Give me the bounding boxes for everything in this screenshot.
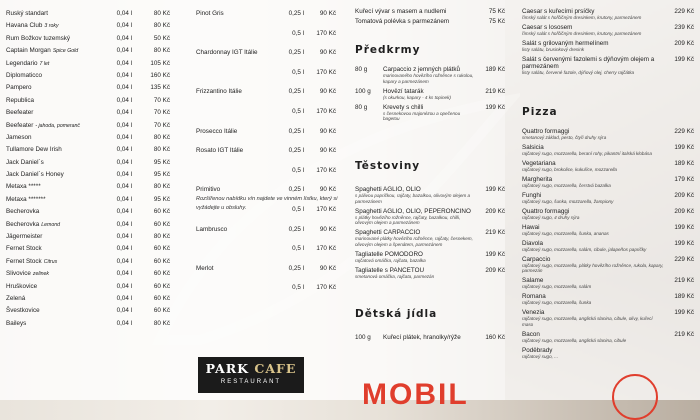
spirit-item-volume: 0,04 l xyxy=(116,195,132,203)
wine-item-price: 90 Kč xyxy=(319,88,336,96)
starter-item-description: s česnekovou majonézou a opečenou bagetou xyxy=(383,110,461,122)
pizza-list xyxy=(522,128,694,363)
spirit-item xyxy=(6,8,174,20)
spirit-item xyxy=(6,281,174,293)
pizza-item-description: rajčatový sugo, šunka, mozzarella, žampiony xyxy=(522,198,614,204)
spirit-item-price: 70 Kč xyxy=(153,96,170,104)
spirit-item-note: - jahoda, pomeranč xyxy=(35,122,81,129)
pizza-item xyxy=(522,208,694,221)
pasta-item-title: Tagliatelle s PANCETOU xyxy=(355,266,425,274)
pizza-item-description: rajčatový sugo, brokolice, kukuřice, mozzarella xyxy=(522,166,617,172)
spirit-item-volume: 0,04 l xyxy=(116,158,132,166)
spirit-item-price: 50 Kč xyxy=(153,34,170,42)
spirit-item-name: Metaxa ***** xyxy=(6,183,41,191)
pasta-item-price: 219 Kč xyxy=(485,229,505,237)
pizza-item-description: rajčatový sugo, mozzarella, šunka xyxy=(522,300,592,306)
spirit-item-note: Spice Gold xyxy=(52,48,79,55)
pizza-item-title: Quattro formaggi xyxy=(522,128,570,135)
pizza-item-title: Diavola xyxy=(522,239,543,247)
spirit-item-name: Beefeater - jahoda, pomeranč xyxy=(6,121,81,129)
kids-item xyxy=(355,334,505,341)
park-cafe-logo xyxy=(198,357,304,393)
starter-item-price: 189 Kč xyxy=(485,66,505,73)
pizza-item-price: 209 Kč xyxy=(674,191,694,199)
spirit-item-volume: 0,04 l xyxy=(116,282,132,290)
pasta-item xyxy=(355,229,505,247)
spirit-item-price: 95 Kč xyxy=(153,195,170,203)
spirit-item-price: 80 Kč xyxy=(153,133,170,141)
spirit-item xyxy=(6,157,174,169)
wine-item-price: 90 Kč xyxy=(319,10,336,17)
spirit-item xyxy=(6,169,174,181)
pizza-item-description: rajčatový sugo, mozzarella, čerstvá bazalka xyxy=(522,182,611,188)
salad-item-description: listy salátu, brusinkový dresink xyxy=(522,46,585,52)
spirit-item xyxy=(6,206,174,218)
spirit-item-price: 105 Kč xyxy=(150,59,170,67)
spirit-item-price: 70 Kč xyxy=(153,109,170,117)
wine-item-volume: 0,5 l xyxy=(292,29,304,37)
soups-list xyxy=(355,8,505,29)
pizza-item xyxy=(522,128,694,141)
spirit-item-volume: 0,04 l xyxy=(116,245,132,253)
pizza-item-price: 179 Kč xyxy=(674,175,694,183)
salad-item-description: římský salát s hořčičným dresinkem, krutony, parmezánem xyxy=(522,15,642,20)
section-title-kids: Dětská jídla xyxy=(355,308,438,320)
wine-item-price: 90 Kč xyxy=(319,147,336,155)
globe-icon xyxy=(612,374,658,420)
salad-item xyxy=(522,8,694,21)
soup-item xyxy=(355,18,505,25)
pasta-item-description: s pálivou papričkou, rajčaty, bazalkou, olivovým olejem a parmezánem xyxy=(355,193,471,204)
wine-note: Rozšířenou nabídku vín najdete ve vinném lístku, který si vyžádejte u obsluhy. xyxy=(196,196,338,211)
spirit-item-price: 60 Kč xyxy=(153,220,170,228)
wine-item-volume: 0,5 l xyxy=(292,107,304,115)
pasta-item-title: Spaghetti AGLIO, OLIO xyxy=(355,186,421,193)
spirit-item xyxy=(6,144,174,156)
pasta-item xyxy=(355,251,505,264)
pasta-item-title: Spaghetti AGLIO, OLIO, PEPERONCINO xyxy=(355,207,471,215)
wine-item-name: Primitivo xyxy=(196,186,221,194)
pizza-item xyxy=(522,309,694,327)
pizza-item xyxy=(522,256,694,274)
spirit-item xyxy=(6,219,174,231)
wine-item xyxy=(196,165,336,185)
spirit-item-price: 80 Kč xyxy=(153,22,170,30)
spirit-item-note: Lemond xyxy=(41,221,61,228)
pizza-item xyxy=(522,331,694,344)
starter-item-description: (s okurkou, kapary - 4 ks topinek) xyxy=(383,94,451,100)
spirit-item xyxy=(6,58,174,70)
spirit-item-name: Jameson xyxy=(6,133,32,141)
wine-item-volume: 0,5 l xyxy=(292,205,304,213)
spirit-item xyxy=(6,82,174,94)
pizza-item-description: rajčatový sugo, mozzarella, anglická slanina, cibule xyxy=(522,338,627,343)
pizza-item xyxy=(522,144,694,157)
pizza-item-price: 229 Kč xyxy=(674,255,694,263)
soup-item-price: 75 Kč xyxy=(488,8,505,15)
pizza-item xyxy=(522,347,694,360)
pizza-item-price: 219 Kč xyxy=(674,277,694,285)
salad-item-description: římský salát s hořčičným dresinkem, krutony, parmezánem xyxy=(522,30,642,36)
spirit-item-name: Zelená xyxy=(6,294,26,302)
pizza-item-title: Vegetariana xyxy=(522,159,556,167)
spirit-item xyxy=(6,95,174,107)
pizza-item-description: rajčatový sugo, mozzarella, šunka, ananas xyxy=(522,230,609,236)
wine-item xyxy=(196,47,336,67)
pasta-item-price: 199 Kč xyxy=(485,250,505,258)
spirit-item-volume: 0,04 l xyxy=(116,47,132,55)
salad-item-description: listy salátu, červené fazole, dýňový olej, cherry rajčátka xyxy=(522,69,635,75)
spirit-item-volume: 0,04 l xyxy=(116,84,132,92)
starter-item xyxy=(355,66,505,84)
spirit-item-name: Beefeater xyxy=(6,109,34,117)
wine-item-price: 170 Kč xyxy=(316,107,336,115)
wine-item-price: 90 Kč xyxy=(319,186,336,194)
spirit-item-note: Citrus xyxy=(43,258,58,265)
pizza-item-description: rajčatový sugo, mozzarella, anglická slanina, cibule, olivy, kuřecí maso xyxy=(522,316,653,328)
spirit-item-price: 60 Kč xyxy=(153,257,170,265)
spirit-item-name: Rum Božkov tuzemský xyxy=(6,34,71,42)
salad-item xyxy=(522,24,694,37)
wine-item-name: Pinot Gris xyxy=(196,10,224,17)
spirit-item-volume: 0,04 l xyxy=(116,109,132,117)
pizza-item-title: Venezia xyxy=(522,309,545,317)
spirit-item-name: Ruský standart xyxy=(6,10,48,17)
salad-item-title: Caesar s lososem xyxy=(522,23,573,31)
salad-item xyxy=(522,40,694,53)
pasta-item xyxy=(355,208,505,226)
wine-item-price: 170 Kč xyxy=(316,166,336,174)
wine-item-price: 170 Kč xyxy=(316,205,336,213)
spirit-item xyxy=(6,120,174,132)
spirit-item-volume: 0,04 l xyxy=(116,208,132,216)
wine-item-name: Merlot xyxy=(196,264,214,272)
spirit-item-volume: 0,04 l xyxy=(116,233,132,241)
wine-item-name: Prosecco Itálie xyxy=(196,127,238,135)
logo-park: PARK xyxy=(205,361,250,376)
soup-item xyxy=(355,8,505,15)
spirit-item xyxy=(6,20,174,32)
soup-item-price: 75 Kč xyxy=(488,18,505,26)
spirit-item xyxy=(6,243,174,255)
spirit-item xyxy=(6,305,174,317)
spirit-item-volume: 0,04 l xyxy=(116,71,132,79)
pasta-item-price: 209 Kč xyxy=(485,266,505,274)
spirit-item-name: Metaxa ******* xyxy=(6,195,46,203)
spirit-item-name: Jägermeister xyxy=(6,233,43,241)
pasta-item-description: rajčatová omáčka, rajčata, bazalka xyxy=(355,257,426,263)
spirit-item-name: Pampero xyxy=(6,84,32,92)
spirit-item-volume: 0,04 l xyxy=(116,10,132,17)
starter-item-title: Carpaccio z jemných plátků xyxy=(383,66,460,73)
pizza-item-title: Margherita xyxy=(522,175,553,183)
pizza-item xyxy=(522,160,694,173)
spirit-item-volume: 0,04 l xyxy=(116,294,132,302)
pizza-item-description: smetanový základ, pesto, čtyři druhy sýra xyxy=(522,135,607,140)
spirit-item xyxy=(6,107,174,119)
wine-item-price: 170 Kč xyxy=(316,245,336,253)
spirit-item-name: Jack Daniel´s Honey xyxy=(6,171,64,179)
spirit-item-price: 80 Kč xyxy=(153,47,170,55)
salad-item-price: 199 Kč xyxy=(674,55,694,63)
spirit-item xyxy=(6,256,174,268)
section-title-pizza: Pizza xyxy=(522,106,558,118)
spirit-item-volume: 0,04 l xyxy=(116,121,132,129)
wine-item xyxy=(196,282,336,302)
spirit-item-name: Becherovka Lemond xyxy=(6,220,61,228)
wine-item-volume: 0,25 l xyxy=(288,127,304,135)
wine-item xyxy=(196,67,336,87)
spirit-item-name: Captain Morgan Spice Gold xyxy=(6,47,79,55)
wine-item-volume: 0,25 l xyxy=(288,186,304,194)
wine-item-volume: 0,5 l xyxy=(292,68,304,76)
pizza-item-title: Funghi xyxy=(522,191,542,199)
kids-item-weight: 100 g xyxy=(355,334,371,341)
starter-item xyxy=(355,88,505,101)
spirit-item-name: Švestkovice xyxy=(6,307,40,315)
pasta-item-title: Tagliatelle POMODORO xyxy=(355,250,423,258)
wine-item xyxy=(196,28,336,48)
pasta-list xyxy=(355,186,505,283)
spirit-item xyxy=(6,70,174,82)
wine-item xyxy=(196,8,336,28)
pizza-item-price: 189 Kč xyxy=(674,293,694,301)
salad-item-price: 239 Kč xyxy=(674,23,694,31)
pizza-item-description: rajčatový sugo, ... xyxy=(522,353,559,359)
salad-item-title: Caesar s kuřecími prsíčky xyxy=(522,8,595,15)
spirit-item-price: 60 Kč xyxy=(153,208,170,216)
spirit-item-price: 60 Kč xyxy=(153,245,170,253)
spirit-item-volume: 0,04 l xyxy=(116,270,132,278)
pizza-item xyxy=(522,192,694,205)
wine-item-volume: 0,25 l xyxy=(288,147,304,155)
pasta-item xyxy=(355,267,505,280)
pizza-item-description: rajčatový sugo, mozzarella, salám xyxy=(522,284,592,290)
logo-cafe: CAFE xyxy=(254,361,297,376)
pizza-item-title: Salame xyxy=(522,277,544,285)
wine-item xyxy=(196,145,336,165)
pizza-item-description: rajčatový sugo, mozzarella, salám, cibule, jalapeños papričky xyxy=(522,246,647,252)
wine-item-name: Frizzantino Itálie xyxy=(196,88,242,96)
pizza-item-title: Romana xyxy=(522,293,546,301)
section-title-pasta: Těstoviny xyxy=(355,160,421,172)
section-title-starters: Předkrmy xyxy=(355,44,421,56)
wine-item xyxy=(196,224,336,244)
wine-item-name: Lambrusco xyxy=(196,225,228,233)
spirit-item xyxy=(6,318,174,330)
wine-item-name: Rosato IGT Itálie xyxy=(196,147,244,155)
spirit-item-price: 160 Kč xyxy=(150,71,170,79)
spirit-item-name: Hruškovice xyxy=(6,282,38,290)
starter-item-weight: 100 g xyxy=(355,87,371,95)
pizza-item-title: Salsicia xyxy=(522,143,544,151)
spirit-item xyxy=(6,231,174,243)
soup-item-title: Kuřecí vývar s masem a nudlemi xyxy=(355,8,447,15)
starter-item-title: Hovězí tatarák xyxy=(383,87,424,95)
kids-item-price: 160 Kč xyxy=(485,334,505,341)
spirit-item-price: 80 Kč xyxy=(153,319,170,327)
pizza-item-title: Hawai xyxy=(522,223,540,231)
pizza-item-price: 189 Kč xyxy=(674,159,694,167)
logo-restaurant: RESTAURANT xyxy=(220,379,282,385)
pizza-item-price: 219 Kč xyxy=(674,331,694,338)
spirit-item-volume: 0,04 l xyxy=(116,59,132,67)
spirit-item-volume: 0,04 l xyxy=(116,319,132,327)
wine-item xyxy=(196,106,336,126)
spirit-item-volume: 0,04 l xyxy=(116,22,132,30)
pizza-item-price: 199 Kč xyxy=(674,223,694,231)
spirit-item-volume: 0,04 l xyxy=(116,183,132,191)
spirit-item-name: Fernet Stock xyxy=(6,245,42,253)
starter-item xyxy=(355,104,505,122)
wine-item-volume: 0,25 l xyxy=(288,264,304,272)
pizza-item-description: rajčatový sugo, 4 druhy sýra xyxy=(522,214,580,220)
pizza-item-title: Carpaccio xyxy=(522,255,551,263)
spirit-item xyxy=(6,45,174,57)
pizza-item xyxy=(522,293,694,306)
wine-item-volume: 0,5 l xyxy=(292,166,304,174)
spirits-list xyxy=(6,8,174,330)
pizza-item-title: Poděbrady xyxy=(522,346,553,354)
soup-item-title: Tomatová polévka s parmezánem xyxy=(355,18,450,26)
spirit-item-name: Jack Daniel´s xyxy=(6,158,44,166)
sponsor-logo-text: MOBIL xyxy=(362,378,469,411)
starter-item-price: 219 Kč xyxy=(485,87,505,95)
wine-item-price: 90 Kč xyxy=(319,225,336,233)
spirit-item-name: Baileys xyxy=(6,319,27,327)
spirit-item-name: Legendario 7 let xyxy=(6,59,50,67)
salad-item-price: 229 Kč xyxy=(674,8,694,15)
kids-item-title: Kuřecí plátek, hranolky/rýže xyxy=(383,334,461,341)
salad-item-title: Salát s červenými fazolemi s dýňovým olejem a parmezánem xyxy=(522,55,655,70)
pizza-item-price: 229 Kč xyxy=(674,128,694,135)
spirit-item-volume: 0,04 l xyxy=(116,220,132,228)
wine-item-volume: 0,25 l xyxy=(288,49,304,57)
pasta-item-price: 209 Kč xyxy=(485,207,505,215)
wine-item-price: 170 Kč xyxy=(316,68,336,76)
wine-item-volume: 0,25 l xyxy=(288,88,304,96)
spirit-item-volume: 0,04 l xyxy=(116,34,132,42)
spirit-item-volume: 0,04 l xyxy=(116,307,132,315)
spirit-item-price: 95 Kč xyxy=(153,171,170,179)
salad-item xyxy=(522,56,694,76)
starter-item-weight: 80 g xyxy=(355,66,368,73)
wine-item-volume: 0,5 l xyxy=(292,284,304,292)
pizza-item-price: 199 Kč xyxy=(674,143,694,151)
spirit-item xyxy=(6,132,174,144)
spirit-item-name: Republica xyxy=(6,96,35,104)
spirit-item-price: 80 Kč xyxy=(153,146,170,154)
salad-item-price: 209 Kč xyxy=(674,39,694,47)
spirit-item-volume: 0,04 l xyxy=(116,171,132,179)
pasta-item-description: marinované plátky hovězího rožněnce, rajčaty, česnekem, olivovým olejem a špenátem, parmezánem xyxy=(355,236,473,247)
pizza-item xyxy=(522,224,694,237)
spirit-item-volume: 0,04 l xyxy=(116,146,132,154)
spirit-item-price: 60 Kč xyxy=(153,307,170,315)
spirit-item-price: 95 Kč xyxy=(153,158,170,166)
wine-item-volume: 0,25 l xyxy=(288,10,304,17)
pasta-item-description: smetanová omáčka, rajčata, parmezán xyxy=(355,273,435,279)
wine-item-price: 90 Kč xyxy=(319,127,336,135)
spirit-item-name: Slivovice zelinek xyxy=(6,270,50,278)
pizza-item xyxy=(522,240,694,253)
pizza-item-title: Quattro formaggi xyxy=(522,207,570,215)
starter-item-title: Krevety s chilli xyxy=(383,103,424,111)
spirit-item-price: 70 Kč xyxy=(153,121,170,129)
wine-item xyxy=(196,263,336,283)
spirit-item-price: 60 Kč xyxy=(153,282,170,290)
pizza-item-description: rajčatový sugo, mozzarella, plátky hovězího rožněnce, rukola, kapary, parmezán xyxy=(522,262,664,274)
wine-item-volume: 0,5 l xyxy=(292,245,304,253)
pasta-item-price: 199 Kč xyxy=(485,186,505,193)
spirit-item xyxy=(6,181,174,193)
pizza-item-price: 199 Kč xyxy=(674,309,694,317)
spirit-item-name: Fernet Stock Citrus xyxy=(6,257,58,265)
spirit-item-name: Havana Club 3 roky xyxy=(6,22,59,30)
spirit-item xyxy=(6,268,174,280)
spirit-item-price: 135 Kč xyxy=(150,84,170,92)
wine-item xyxy=(196,126,336,146)
pizza-item xyxy=(522,176,694,189)
pasta-item xyxy=(355,186,505,204)
wine-item xyxy=(196,86,336,106)
spirit-item-volume: 0,04 l xyxy=(116,133,132,141)
pizza-item-price: 199 Kč xyxy=(674,239,694,247)
spirit-item-note: zelinek xyxy=(32,271,50,278)
spirit-item-name: Tullamore Dew Irish xyxy=(6,146,62,154)
spirit-item-name: Becherovka xyxy=(6,208,40,216)
spirit-item xyxy=(6,293,174,305)
spirit-item xyxy=(6,194,174,206)
pizza-item-price: 209 Kč xyxy=(674,207,694,215)
wine-item xyxy=(196,243,336,263)
starter-item-description: marinovaného hovězího rožněnce s rukolou, kapary a parmezánem xyxy=(383,73,474,84)
pizza-item xyxy=(522,277,694,290)
spirit-item-price: 80 Kč xyxy=(153,183,170,191)
pizza-item-description: rajčatový sugo, mozzarella, beraní rohy, pikantní italská klobása xyxy=(522,150,652,156)
wine-item-price: 90 Kč xyxy=(319,49,336,57)
salads-list xyxy=(522,8,694,79)
wine-item-price: 90 Kč xyxy=(319,264,336,272)
spirit-item xyxy=(6,33,174,45)
spirit-item-volume: 0,04 l xyxy=(116,257,132,265)
starters-list xyxy=(355,66,505,125)
wine-item-name: Chardonnay IGT Itálie xyxy=(196,49,258,57)
pasta-item-title: Spaghetti CARPACCIO xyxy=(355,229,421,237)
wine-list xyxy=(196,8,336,302)
spirit-item-price: 80 Kč xyxy=(153,233,170,241)
spirit-item-price: 80 Kč xyxy=(153,10,170,17)
kids-list xyxy=(355,334,505,344)
salad-item-title: Salát s grilovaným hermelínem xyxy=(522,39,609,47)
wine-item-price: 170 Kč xyxy=(316,29,336,37)
pizza-item-title: Bacon xyxy=(522,331,540,338)
spirit-item-name: Diplomaticco xyxy=(6,71,43,79)
spirit-item-note: 3 roky xyxy=(44,23,59,30)
pasta-item-description: s plátky hovězího rožněnce, rajčaty, bazalkou, chilli, olivovým olejem a parmezánem xyxy=(355,214,461,226)
wine-item-price: 170 Kč xyxy=(316,284,336,292)
spirit-item-note: 7 let xyxy=(39,60,50,67)
starter-item-weight: 80 g xyxy=(355,103,368,111)
spirit-item-price: 60 Kč xyxy=(153,294,170,302)
spirit-item-price: 60 Kč xyxy=(153,270,170,278)
spirit-item-volume: 0,04 l xyxy=(116,96,132,104)
starter-item-price: 199 Kč xyxy=(485,103,505,111)
wine-item-volume: 0,25 l xyxy=(288,225,304,233)
